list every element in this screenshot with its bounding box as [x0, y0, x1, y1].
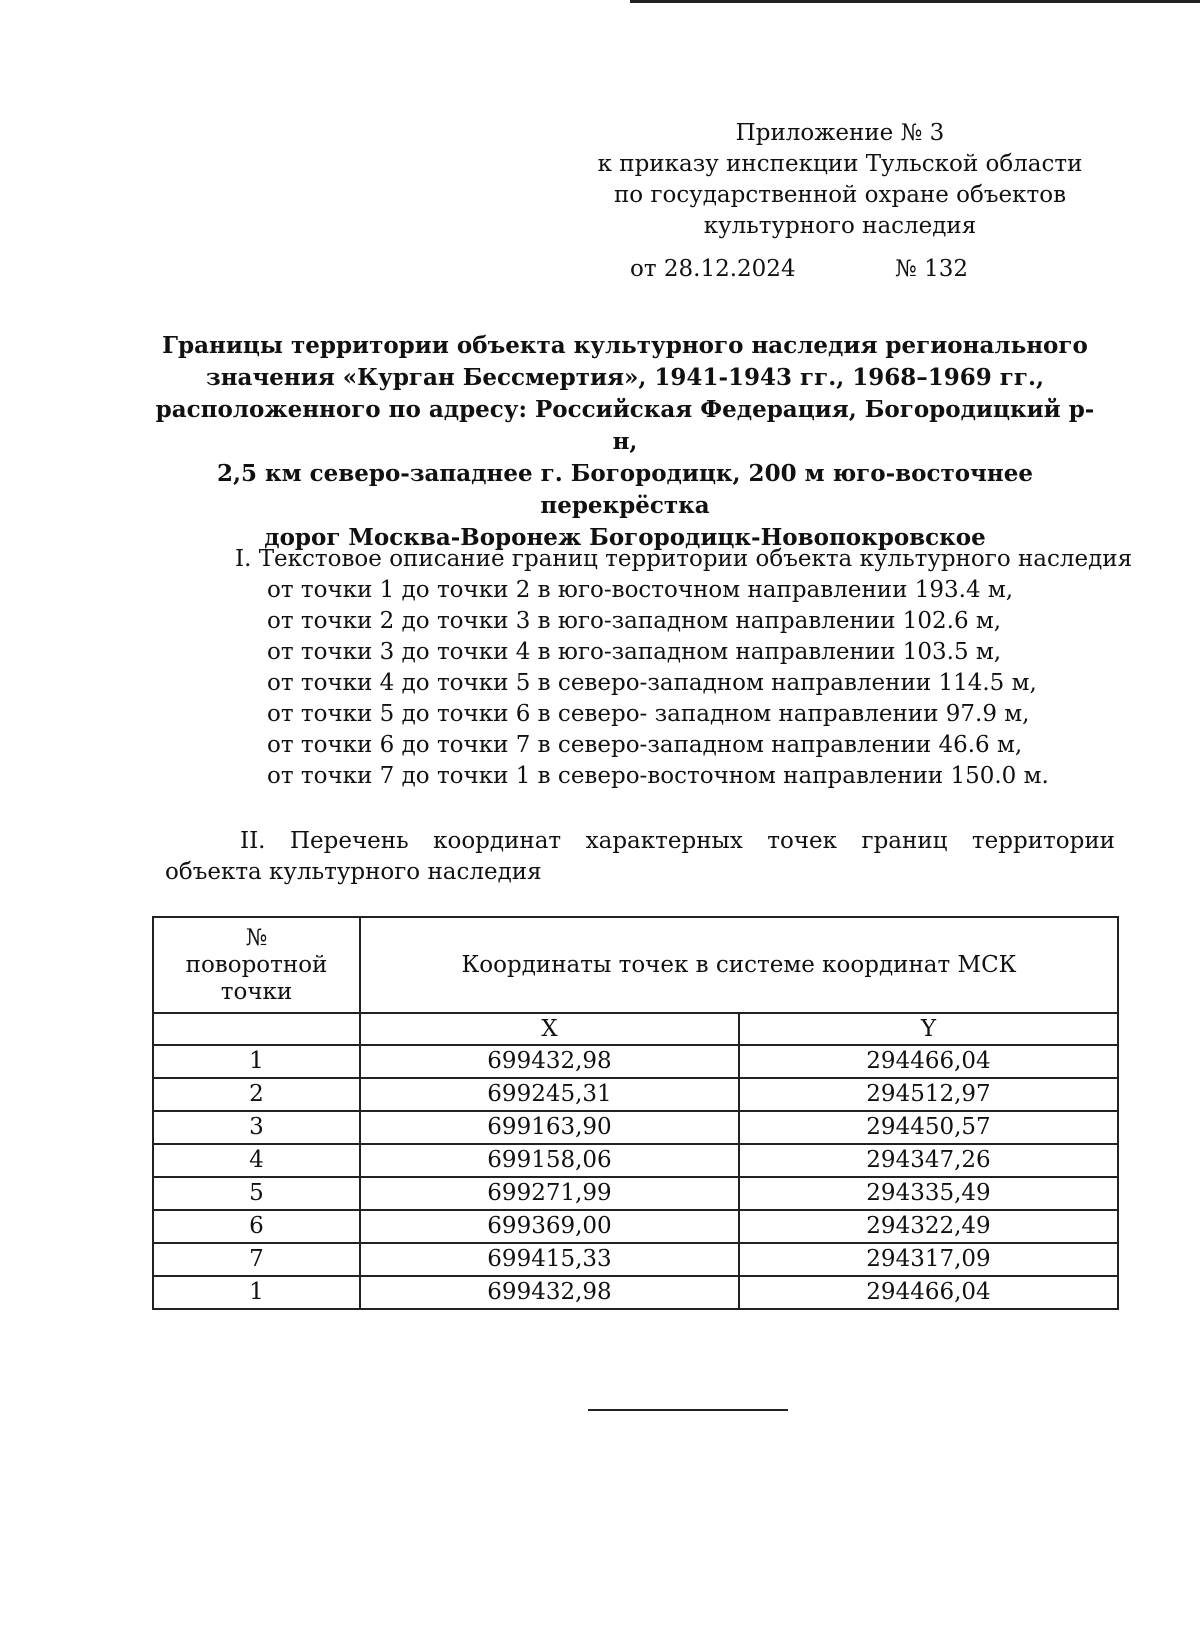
point-number-header: [153, 917, 360, 1013]
table-row: [153, 1210, 1118, 1243]
title-line: 2,5 км северо-западнее г. Богородицк, 200 м юго-восточнее перекрёстка: [217, 460, 1033, 519]
boundary-segment: от точки 4 до точки 5 в северо-западном направлении 114.5 м,: [267, 670, 1037, 696]
header-line: №: [245, 924, 268, 951]
title-line: расположенного по адресу: Российская Федерация, Богородицкий р-н,: [155, 396, 1095, 455]
table-row: [153, 1111, 1118, 1144]
boundary-description-section: [235, 544, 1135, 792]
section-heading: II. Перечень координат характерных точек границ территории объекта культурного наследия: [165, 828, 1115, 885]
point-number-cell: 1: [153, 1276, 360, 1309]
appendix-line: культурного наследия: [703, 213, 977, 239]
x-coordinate-cell: 699245,31: [360, 1078, 739, 1111]
boundary-segment: от точки 7 до точки 1 в северо-восточном направлении 150.0 м.: [267, 763, 1049, 789]
document-title: [150, 330, 1100, 554]
empty-cell: [153, 1013, 360, 1045]
x-coordinate-cell: 699432,98: [360, 1045, 739, 1078]
boundary-segment: от точки 1 до точки 2 в юго-восточном направлении 193.4 м,: [267, 577, 1014, 603]
point-number-cell: 7: [153, 1243, 360, 1276]
section-heading: I. Текстовое описание границ территории объекта культурного наследия: [235, 546, 1133, 572]
appendix-line: Приложение № 3: [735, 120, 945, 146]
boundary-segment: от точки 5 до точки 6 в северо- западном направлении 97.9 м,: [267, 701, 1030, 727]
table-row: [153, 1078, 1118, 1111]
closing-rule: [588, 1409, 788, 1411]
y-coordinate-cell: 294317,09: [739, 1243, 1118, 1276]
top-edge-rule: [630, 0, 1200, 3]
appendix-block: [590, 118, 1090, 285]
y-coordinate-cell: 294466,04: [739, 1045, 1118, 1078]
x-column-header: X: [360, 1013, 739, 1045]
point-number-cell: 4: [153, 1144, 360, 1177]
x-coordinate-cell: 699271,99: [360, 1177, 739, 1210]
title-line: значения «Курган Бессмертия», 1941-1943 гг., 1968–1969 гг.,: [206, 364, 1044, 391]
point-number-cell: 6: [153, 1210, 360, 1243]
table-row: [153, 1243, 1118, 1276]
appendix-line: по государственной охране объектов: [613, 182, 1067, 208]
point-number-cell: 3: [153, 1111, 360, 1144]
y-coordinate-cell: 294322,49: [739, 1210, 1118, 1243]
y-coordinate-cell: 294466,04: [739, 1276, 1118, 1309]
table-row: [153, 1177, 1118, 1210]
boundary-segment: от точки 3 до точки 4 в юго-западном направлении 103.5 м,: [267, 639, 1002, 665]
header-line: поворотной: [185, 951, 328, 978]
appendix-line: к приказу инспекции Тульской области: [597, 151, 1083, 177]
table-row: [153, 1276, 1118, 1309]
order-date: от 28.12.2024: [630, 256, 796, 282]
table-subheader-row: [153, 1013, 1118, 1045]
order-dateline: [590, 254, 1090, 285]
x-coordinate-cell: 699163,90: [360, 1111, 739, 1144]
title-line: Границы территории объекта культурного наследия регионального: [162, 332, 1088, 359]
header-line: точки: [220, 978, 293, 1005]
point-number-cell: 1: [153, 1045, 360, 1078]
x-coordinate-cell: 699369,00: [360, 1210, 739, 1243]
coordinates-table: [152, 916, 1119, 1310]
boundary-segment: от точки 6 до точки 7 в северо-западном направлении 46.6 м,: [267, 732, 1023, 758]
title-line: дорог Москва-Воронеж Богородицк-Новопокровское: [264, 524, 986, 551]
point-number-cell: 5: [153, 1177, 360, 1210]
y-coordinate-cell: 294450,57: [739, 1111, 1118, 1144]
y-column-header: Y: [739, 1013, 1118, 1045]
coordinates-header: Координаты точек в системе координат МСК: [360, 917, 1118, 1013]
order-number: № 132: [895, 256, 968, 282]
x-coordinate-cell: 699158,06: [360, 1144, 739, 1177]
y-coordinate-cell: 294347,26: [739, 1144, 1118, 1177]
point-number-cell: 2: [153, 1078, 360, 1111]
table-header-row: [153, 917, 1118, 1013]
table-row: [153, 1045, 1118, 1078]
boundary-segment: от точки 2 до точки 3 в юго-западном направлении 102.6 м,: [267, 608, 1002, 634]
coordinates-section-heading: [165, 826, 1115, 888]
x-coordinate-cell: 699415,33: [360, 1243, 739, 1276]
table-row: [153, 1144, 1118, 1177]
y-coordinate-cell: 294512,97: [739, 1078, 1118, 1111]
y-coordinate-cell: 294335,49: [739, 1177, 1118, 1210]
x-coordinate-cell: 699432,98: [360, 1276, 739, 1309]
